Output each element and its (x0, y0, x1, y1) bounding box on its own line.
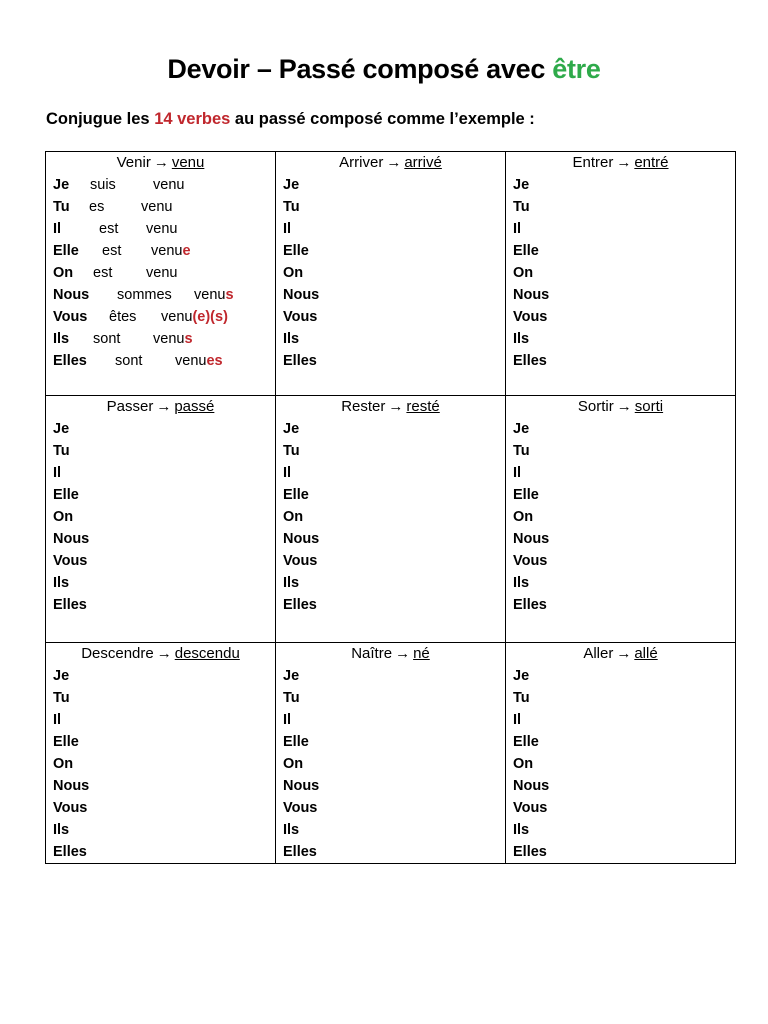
pronoun: Ils (53, 822, 70, 838)
conjugation-row (513, 484, 735, 506)
verb-cell (276, 643, 506, 864)
pronoun: Tu (513, 443, 530, 459)
auxiliary: est (99, 221, 119, 237)
conjugation-row (283, 594, 505, 616)
conjugation-row (53, 665, 275, 687)
pronoun: Tu (283, 690, 300, 706)
conjugation-row (283, 484, 505, 506)
conjugation-row (513, 328, 735, 350)
pronoun: Elle (53, 734, 79, 750)
conjugation-row (283, 418, 505, 440)
conjugation-row (283, 506, 505, 528)
conjugation-row (283, 440, 505, 462)
verb-infinitive: Naître (351, 645, 393, 662)
auxiliary: est (93, 265, 113, 281)
verb-cell (506, 152, 736, 396)
pronoun: Il (513, 465, 522, 481)
conjugation-row (283, 328, 505, 350)
pronoun: On (283, 756, 304, 772)
pronoun: Il (283, 221, 292, 237)
verb-heading (46, 643, 275, 665)
title-highlight: être (552, 54, 601, 84)
auxiliary: sommes (117, 287, 172, 303)
conjugation-row (513, 196, 735, 218)
pronoun: Nous (53, 531, 90, 547)
pronoun: Elle (53, 487, 79, 503)
auxiliary: sont (115, 353, 143, 369)
conjugation-row (283, 240, 505, 262)
verb-heading (276, 396, 505, 418)
conjugation-row (513, 731, 735, 753)
conjugation-row (513, 174, 735, 196)
participle-form (161, 306, 228, 328)
verb-cell (506, 643, 736, 864)
conjugation-row (513, 240, 735, 262)
pronoun: Tu (53, 690, 70, 706)
conjugation-row (53, 328, 275, 350)
pronoun: On (53, 756, 74, 772)
pronoun: Nous (283, 778, 320, 794)
verb-infinitive: Venir (116, 154, 151, 171)
arrow-icon: → (386, 154, 402, 171)
conjugation-row (513, 506, 735, 528)
pronoun-list (506, 665, 735, 863)
pronoun: Nous (283, 287, 320, 303)
conjugation-row (283, 665, 505, 687)
verb-participle: venu (171, 154, 205, 171)
pronoun: On (513, 265, 534, 281)
pronoun: Elles (513, 844, 547, 860)
pronoun: Elle (283, 243, 309, 259)
pronoun: Vous (283, 800, 318, 816)
participle-stem: venu (146, 221, 178, 237)
pronoun: Tu (53, 199, 70, 215)
pronoun-list (46, 665, 275, 863)
verb-infinitive: Sortir (577, 398, 614, 415)
pronoun: Tu (53, 443, 70, 459)
pronoun: Il (513, 221, 522, 237)
participle-stem: venu (194, 287, 226, 303)
pronoun: Elles (513, 353, 547, 369)
pronoun: Elles (513, 597, 547, 613)
conjugation-row (283, 687, 505, 709)
pronoun: Il (53, 221, 62, 237)
verb-participle: sorti (634, 398, 664, 415)
verb-cell (46, 396, 276, 643)
participle-stem: venu (175, 353, 207, 369)
pronoun: Elles (53, 353, 87, 369)
pronoun: Ils (53, 331, 70, 347)
conjugation-row (513, 218, 735, 240)
participle-form (153, 328, 193, 350)
conjugation-row (513, 753, 735, 775)
instruction-text-after: au passé composé comme l’exemple : (230, 110, 535, 128)
conjugation-row (283, 284, 505, 306)
conjugation-row (513, 797, 735, 819)
pronoun: Il (283, 712, 292, 728)
pronoun: Ils (513, 822, 530, 838)
conjugation-row (283, 218, 505, 240)
auxiliary: es (89, 199, 105, 215)
arrow-icon: → (616, 154, 632, 171)
verb-heading (46, 396, 275, 418)
pronoun: Ils (513, 331, 530, 347)
conjugation-row (513, 306, 735, 328)
pronoun: Elles (283, 844, 317, 860)
pronoun: Tu (513, 690, 530, 706)
pronoun: Vous (53, 309, 88, 325)
participle-stem: venu (161, 309, 193, 325)
conjugation-row (53, 572, 275, 594)
conjugation-row (283, 819, 505, 841)
pronoun: Il (53, 712, 62, 728)
conjugation-row (53, 174, 275, 196)
conjugation-row (513, 462, 735, 484)
participle-form (175, 350, 223, 372)
pronoun: Elles (53, 597, 87, 613)
pronoun: Tu (283, 199, 300, 215)
conjugation-row (513, 775, 735, 797)
participle-stem: venu (151, 243, 183, 259)
conjugation-row (283, 462, 505, 484)
conjugation-row (283, 262, 505, 284)
agreement-ending: e (182, 243, 191, 259)
pronoun-list (46, 174, 275, 372)
verb-heading (46, 152, 275, 174)
pronoun: Je (283, 177, 300, 193)
arrow-icon: → (616, 398, 632, 415)
pronoun: Je (513, 177, 530, 193)
conjugation-row (513, 440, 735, 462)
conjugation-row (53, 418, 275, 440)
conjugation-row (53, 506, 275, 528)
pronoun: Nous (513, 287, 550, 303)
conjugation-row (283, 196, 505, 218)
pronoun: Vous (513, 553, 548, 569)
pronoun: Ils (53, 575, 70, 591)
pronoun: Vous (53, 553, 88, 569)
conjugation-row (283, 841, 505, 863)
verb-heading (506, 643, 735, 665)
conjugation-row (53, 753, 275, 775)
participle-form (151, 240, 191, 262)
pronoun: On (53, 509, 74, 525)
participle-form (146, 218, 177, 240)
pronoun: On (513, 756, 534, 772)
pronoun: Il (513, 712, 522, 728)
pronoun: Elle (513, 734, 539, 750)
pronoun: Nous (513, 778, 550, 794)
conjugation-row (53, 528, 275, 550)
conjugation-row (283, 709, 505, 731)
pronoun: Je (283, 668, 300, 684)
verb-participle: né (413, 645, 430, 662)
participle-form (146, 262, 177, 284)
pronoun: Je (513, 421, 530, 437)
conjugation-row (513, 528, 735, 550)
verb-infinitive: Rester (341, 398, 386, 415)
conjugation-row (53, 306, 275, 328)
pronoun: Elles (283, 353, 317, 369)
participle-form (194, 284, 234, 306)
participle-form (153, 174, 184, 196)
pronoun: Ils (283, 822, 300, 838)
conjugation-row (283, 550, 505, 572)
verb-participle: entré (634, 154, 669, 171)
conjugation-row (283, 797, 505, 819)
conjugation-row (513, 262, 735, 284)
conjugation-row (53, 731, 275, 753)
conjugation-row (513, 709, 735, 731)
conjugation-row (283, 572, 505, 594)
pronoun: Vous (513, 309, 548, 325)
verb-infinitive: Passer (106, 398, 154, 415)
pronoun: Tu (283, 443, 300, 459)
verb-heading (276, 643, 505, 665)
verb-participle: arrivé (404, 154, 442, 171)
pronoun: Ils (513, 575, 530, 591)
pronoun: Vous (283, 309, 318, 325)
verb-infinitive: Arriver (339, 154, 384, 171)
conjugation-row (513, 687, 735, 709)
conjugation-row (53, 819, 275, 841)
arrow-icon: → (616, 645, 632, 662)
conjugation-row (53, 284, 275, 306)
agreement-ending: es (206, 353, 223, 369)
pronoun: Je (53, 177, 70, 193)
verb-cell (506, 396, 736, 643)
verb-heading (506, 396, 735, 418)
arrow-icon: → (395, 645, 411, 662)
conjugation-row (513, 350, 735, 372)
conjugation-row (283, 731, 505, 753)
pronoun: Ils (283, 331, 300, 347)
conjugation-row (283, 174, 505, 196)
pronoun: Elles (53, 844, 87, 860)
conjugation-row (513, 418, 735, 440)
pronoun: Je (513, 668, 530, 684)
conjugation-grid (45, 151, 736, 864)
conjugation-row (283, 528, 505, 550)
verb-participle: resté (406, 398, 440, 415)
pronoun: On (283, 509, 304, 525)
conjugation-row (513, 572, 735, 594)
auxiliary: est (102, 243, 122, 259)
agreement-ending: s (225, 287, 234, 303)
pronoun-list (506, 174, 735, 372)
conjugation-row (283, 753, 505, 775)
conjugation-row (53, 594, 275, 616)
auxiliary: suis (90, 177, 116, 193)
verb-cell (46, 152, 276, 396)
agreement-ending: (e)(s) (192, 309, 228, 325)
verb-participle: allé (634, 645, 658, 662)
conjugation-row (53, 462, 275, 484)
arrow-icon: → (153, 154, 169, 171)
pronoun: Il (53, 465, 62, 481)
conjugation-row (53, 262, 275, 284)
pronoun-list (506, 418, 735, 616)
verb-participle: passé (174, 398, 215, 415)
verb-infinitive: Aller (583, 645, 614, 662)
conjugation-row (513, 284, 735, 306)
pronoun-list (46, 418, 275, 616)
conjugation-row (53, 440, 275, 462)
pronoun: Tu (513, 199, 530, 215)
conjugation-row (53, 550, 275, 572)
pronoun: Vous (513, 800, 548, 816)
conjugation-row (53, 775, 275, 797)
conjugation-row (283, 306, 505, 328)
conjugation-row (53, 484, 275, 506)
conjugation-row (513, 665, 735, 687)
pronoun-list (276, 418, 505, 616)
pronoun: Nous (283, 531, 320, 547)
arrow-icon: → (156, 398, 172, 415)
pronoun: Elles (283, 597, 317, 613)
verb-infinitive: Entrer (572, 154, 614, 171)
conjugation-row (53, 687, 275, 709)
verb-infinitive: Descendre (81, 645, 154, 662)
conjugation-row (53, 218, 275, 240)
pronoun-list (276, 665, 505, 863)
verb-heading (276, 152, 505, 174)
verb-cell (46, 643, 276, 864)
pronoun: Ils (283, 575, 300, 591)
verb-cell (276, 152, 506, 396)
pronoun: Nous (53, 778, 90, 794)
arrow-icon: → (156, 645, 172, 662)
pronoun-list (276, 174, 505, 372)
arrow-icon: → (388, 398, 404, 415)
participle-stem: venu (146, 265, 178, 281)
pronoun: Elle (513, 487, 539, 503)
pronoun: On (53, 265, 74, 281)
conjugation-row (513, 819, 735, 841)
pronoun: Elle (283, 734, 309, 750)
conjugation-row (283, 350, 505, 372)
participle-stem: venu (153, 177, 185, 193)
page-title (0, 54, 768, 85)
instruction (46, 110, 535, 129)
conjugation-row (283, 775, 505, 797)
auxiliary: sont (93, 331, 121, 347)
conjugation-row (513, 594, 735, 616)
pronoun: Je (53, 668, 70, 684)
conjugation-row (53, 196, 275, 218)
pronoun: Je (283, 421, 300, 437)
conjugation-row (53, 841, 275, 863)
verb-cell (276, 396, 506, 643)
participle-stem: venu (153, 331, 185, 347)
pronoun: Vous (283, 553, 318, 569)
title-text: Devoir – Passé composé avec (167, 54, 553, 84)
agreement-ending: s (184, 331, 193, 347)
pronoun: Il (283, 465, 292, 481)
participle-stem: venu (141, 199, 173, 215)
participle-form (141, 196, 172, 218)
verb-heading (506, 152, 735, 174)
conjugation-row (53, 350, 275, 372)
pronoun: Vous (53, 800, 88, 816)
pronoun: On (513, 509, 534, 525)
pronoun: On (283, 265, 304, 281)
pronoun: Elle (53, 243, 79, 259)
conjugation-row (53, 709, 275, 731)
instruction-text-before: Conjugue les (46, 110, 155, 128)
pronoun: Elle (283, 487, 309, 503)
instruction-highlight: 14 verbes (154, 110, 231, 128)
auxiliary: êtes (109, 309, 137, 325)
pronoun: Je (53, 421, 70, 437)
pronoun: Nous (513, 531, 550, 547)
conjugation-row (513, 841, 735, 863)
pronoun: Nous (53, 287, 90, 303)
conjugation-row (53, 240, 275, 262)
pronoun: Elle (513, 243, 539, 259)
verb-participle: descendu (174, 645, 240, 662)
conjugation-row (513, 550, 735, 572)
conjugation-row (53, 797, 275, 819)
